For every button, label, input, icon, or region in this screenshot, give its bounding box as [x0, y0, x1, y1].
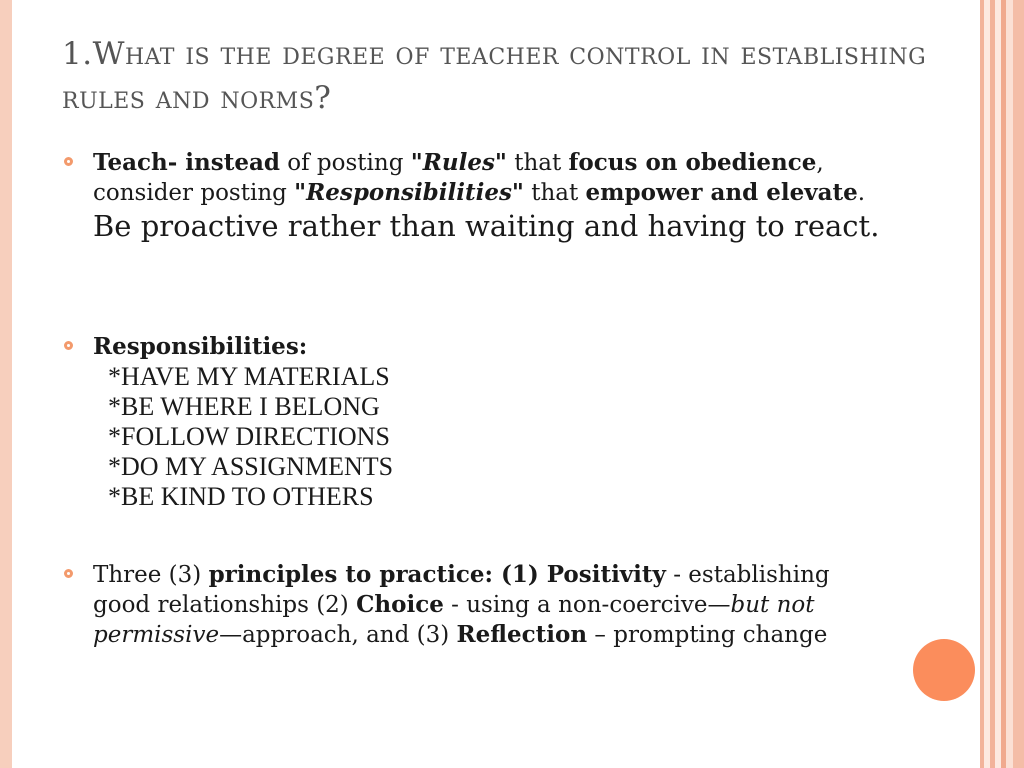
bullet-fragment: – prompting change [587, 622, 828, 648]
slide-title: 1.What is the degree of teacher control in establishing rules and norms? [62, 36, 927, 116]
bullet-emphasis: focus on obedience [568, 149, 817, 176]
bullet-fragment: . [857, 180, 866, 206]
bullet-fragment: —approach, and (3) [219, 622, 457, 648]
responsibility-item: *BE KIND TO OTHERS [108, 482, 374, 511]
responsibilities-heading: Responsibilities: [93, 333, 308, 360]
bullet-fragment: - using a non-coercive— [443, 592, 731, 618]
bullet-emphasis: Choice [356, 591, 444, 618]
bullet-fragment: Three (3) [93, 562, 209, 588]
responsibility-item: *BE WHERE I BELONG [108, 392, 380, 421]
bullet-emphasis: "Rules" [410, 149, 507, 176]
bullet-fragment: that [506, 150, 569, 176]
responsibility-item: *HAVE MY MATERIALS [108, 362, 390, 391]
bullet-emphasis: "Responsibilities" [294, 179, 524, 206]
bullet-marker-icon [64, 157, 73, 166]
bullet-fragment: of posting [279, 150, 411, 176]
responsibility-item: *DO MY ASSIGNMENTS [108, 452, 394, 481]
bullet-large-text: Be proactive rather than waiting and having to react. [93, 209, 880, 243]
bullet-text [93, 148, 893, 244]
bullet-italic: but not permissive [93, 592, 815, 648]
bullet-marker-icon [64, 569, 73, 578]
accent-circle [913, 639, 975, 701]
bullet-fragment: - establishing good relationships (2) [93, 562, 830, 618]
bullet-fragment: , consider posting [93, 150, 824, 206]
bullet-fragment: that [523, 180, 586, 206]
bullet-emphasis: principles to practice: (1) Positivity [208, 561, 666, 588]
bullet-marker-icon [64, 341, 73, 350]
decorative-stripe [1013, 0, 1024, 768]
responsibility-item: *FOLLOW DIRECTIONS [108, 422, 390, 451]
bullet-emphasis: Teach- instead [93, 149, 280, 176]
bullet-emphasis: Reflection [456, 621, 588, 648]
bullet-text [93, 560, 893, 650]
bullet-emphasis: empower and elevate [585, 179, 858, 206]
decorative-stripe [1006, 0, 1013, 768]
bullet-text [93, 332, 893, 512]
